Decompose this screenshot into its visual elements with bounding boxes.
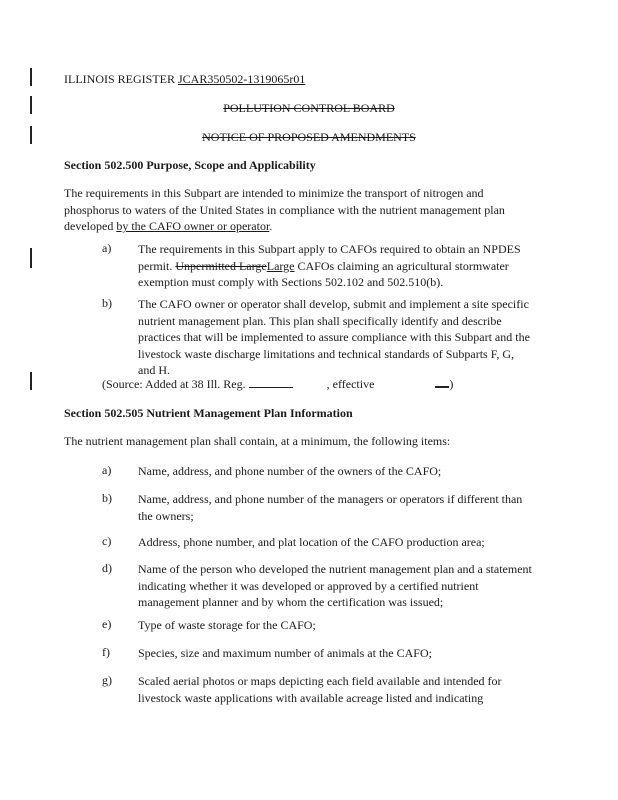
jcar-code: JCAR350502-1319065r01 [178,72,306,86]
change-bar [30,248,32,268]
item-letter: b) [102,296,112,310]
register-header [64,72,305,87]
section-502-505-item-c: Address, phone number, and plat location of the CAFO production area; [138,535,485,549]
item-letter: c) [102,534,112,548]
section-502-500-intro [64,185,554,235]
section-502-505-item-e: Type of waste storage for the CAFO; [138,618,316,632]
notice-title [0,130,618,145]
item-letter: b) [102,491,112,505]
intro-line: developed by the CAFO owner or operator. [64,219,273,233]
section-502-505-item-a: Name, address, and phone number of the owners of the CAFO; [138,464,442,478]
notice-text: NOTICE OF PROPOSED AMENDMENTS [202,130,416,144]
item-letter: f) [102,645,110,659]
intro-line: phosphorus to waters of the United States in compliance with the nutrient management plan [64,202,505,217]
item-letter: e) [102,617,112,631]
section-502-505-item-g: Scaled aerial photos or maps depicting each field available and intended for livestock waste applications with available acreage listed and indicating [138,674,502,705]
section-502-505-item-b: Name, address, and phone number of the managers or operators if different than the owners; [138,492,523,523]
register-name: ILLINOIS REGISTER [64,72,175,86]
source-note: (Source: Added at 38 Ill. Reg. , effective ) [102,377,454,391]
board-title: POLLUTION CONTROL BOARD [223,101,395,115]
item-letter: a) [102,241,112,255]
section-502-505-item-d: Name of the person who developed the nutrient management plan and a statement indicating whether it was developed or approved by a certified nutrient management planner and by whom the certification was issued; [138,562,532,609]
change-bar [30,372,32,390]
section-502-500-item-b: The CAFO owner or operator shall develop, submit and implement a site specific nutrient management plan. This plan shall specifically identify and describe practices that will be implemented to assure compliance with this Subpart and the livestock waste discharge limitations and technical standards of Subparts F, G, and H. [138,297,530,377]
section-502-505-item-f: Species, size and maximum number of animals at the CAFO; [138,646,432,660]
item-letter: g) [102,673,112,687]
section-502-500-title: Section 502.500 Purpose, Scope and Applicability [64,158,316,172]
section-502-505-intro: The nutrient management plan shall contain, at a minimum, the following items: [64,434,451,448]
section-502-505-title: Section 502.505 Nutrient Management Plan Information [64,406,353,420]
change-bar [30,68,32,86]
board-name [0,101,618,116]
section-502-500-item-a: The requirements in this Subpart apply to CAFOs required to obtain an NPDES permit. Unpermitted LargeLarge CAFOs claiming an agricultural stormwater exemption must comply with Sections 502.102 and 502.510(b). [138,242,521,289]
item-letter: d) [102,561,112,575]
item-letter: a) [102,463,112,477]
intro-line: The requirements in this Subpart are intended to minimize the transport of nitrogen and [64,186,484,200]
